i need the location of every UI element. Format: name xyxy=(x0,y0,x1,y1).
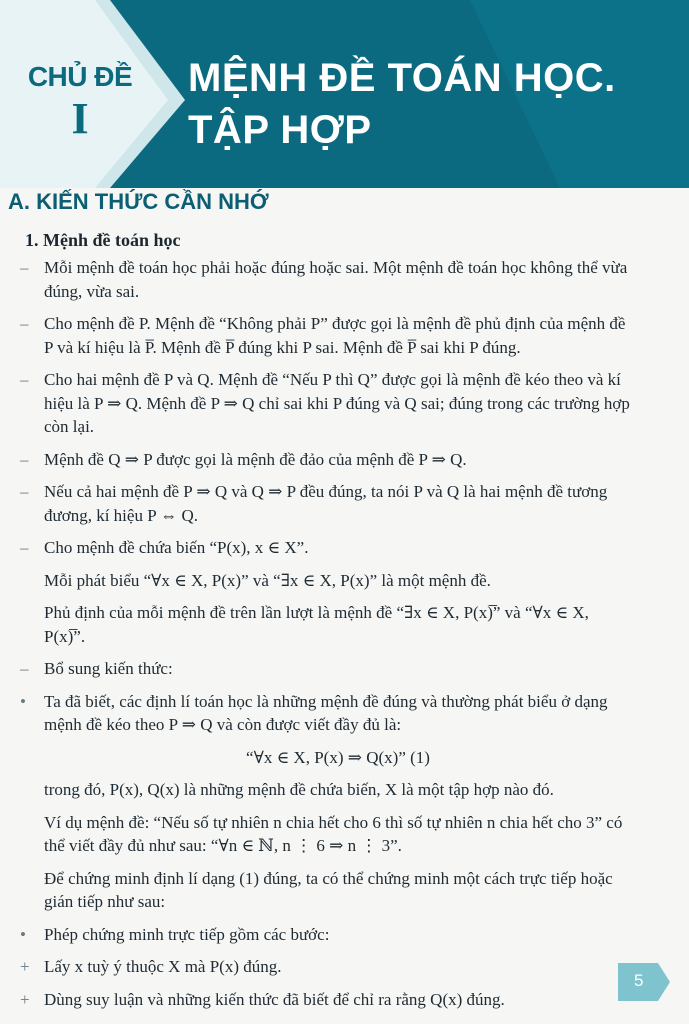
paragraph-text: Cho hai mệnh đề P và Q. Mệnh đề “Nếu P thì Q” được gọi là mệnh đề kéo theo và kí hiệu là P ⇒ Q. Mệnh đề P ⇒ Q chỉ sai khi P đúng và Q sai; đúng trong các trường hợp còn lại. xyxy=(44,370,630,436)
paragraph xyxy=(20,923,632,947)
paragraph-text: Mỗi mệnh đề toán học phải hoặc đúng hoặc sai. Một mệnh đề toán học không thể vừa đúng, vừa sai. xyxy=(44,258,628,301)
paragraph-text: Nếu cả hai mệnh đề P ⇒ Q và Q ⇒ P đều đúng, ta nói P và Q là hai mệnh đề tương đương, kí hiệu P ⇔ Q. xyxy=(44,482,608,525)
list-marker: – xyxy=(20,449,29,469)
paragraph xyxy=(20,368,632,439)
paragraph xyxy=(20,778,632,802)
paragraph-text: Cho mệnh đề P. Mệnh đề “Không phải P” được gọi là mệnh đề phủ định của mệnh đề P và kí hiệu là P̅. Mệnh đề P̅ đúng khi P sai. Mệnh đề P̅ sai khi P đúng. xyxy=(44,314,626,357)
page-number-badge xyxy=(618,963,670,1001)
list-marker: – xyxy=(20,314,29,333)
subsection-heading: 1. Mệnh đề toán học xyxy=(25,230,181,250)
chapter-banner xyxy=(0,0,689,190)
paragraph-text: Ví dụ mệnh đề: “Nếu số tự nhiên n chia hết cho 6 thì số tự nhiên n chia hết cho 3” có thể viết đầy đủ như sau: “∀n ∈ ℕ, n ⋮ 6 ⇒ n ⋮ 3”. xyxy=(44,812,623,855)
section-heading: A. KIẾN THỨC CẦN NHỚ xyxy=(8,189,269,214)
paragraph xyxy=(20,536,632,560)
content-body xyxy=(20,256,632,1020)
paragraph-text: Mỗi phát biểu “∀x ∈ X, P(x)” và “∃x ∈ X, P(x)” là một mệnh đề. xyxy=(44,570,491,590)
list-marker: + xyxy=(20,957,30,976)
list-marker: – xyxy=(20,538,29,557)
paragraph xyxy=(20,867,632,914)
page-number-shape xyxy=(618,963,670,1001)
chapter-label: CHỦ ĐỀ xyxy=(27,61,133,92)
list-marker: + xyxy=(20,989,30,1009)
paragraph-text: Dùng suy luận và những kiến thức đã biết để chỉ ra rằng Q(x) đúng. xyxy=(44,989,505,1009)
paragraph xyxy=(20,657,632,681)
paragraph xyxy=(20,955,632,979)
paragraph-text: “∀x ∈ X, P(x) ⇒ Q(x)” (1) xyxy=(246,747,430,767)
page-number: 5 xyxy=(634,971,644,990)
chapter-title xyxy=(188,52,616,156)
chapter-chip xyxy=(20,60,140,144)
paragraph xyxy=(20,746,632,770)
paragraph-text: Phủ định của mỗi mệnh đề trên lần lượt là mệnh đề “∃x ∈ X, P(x)̅” và “∀x ∈ X, P(x)̅”. xyxy=(44,603,589,646)
paragraph xyxy=(20,601,632,648)
paragraph xyxy=(20,569,632,593)
paragraph xyxy=(20,256,632,303)
paragraph xyxy=(20,480,632,527)
list-marker: – xyxy=(20,659,29,678)
chapter-number: I xyxy=(71,94,89,143)
list-marker: – xyxy=(20,258,29,277)
paragraph-text: Phép chứng minh trực tiếp gồm các bước: xyxy=(44,924,330,944)
paragraph xyxy=(20,988,632,1012)
list-marker: • xyxy=(20,691,26,711)
chapter-title-line2: TẬP HỢP xyxy=(188,108,372,152)
paragraph-text: Bổ sung kiến thức: xyxy=(44,659,173,678)
list-marker: • xyxy=(20,924,26,944)
list-marker: – xyxy=(20,482,29,501)
paragraph xyxy=(20,448,632,472)
paragraph xyxy=(20,690,632,737)
paragraph-text: Lấy x tuỳ ý thuộc X mà P(x) đúng. xyxy=(44,957,282,976)
paragraph-text: trong đó, P(x), Q(x) là những mệnh đề chứa biến, X là một tập hợp nào đó. xyxy=(44,780,554,799)
paragraph xyxy=(20,312,632,359)
list-marker: – xyxy=(20,370,29,389)
paragraph-text: Mệnh đề Q ⇒ P được gọi là mệnh đề đảo của mệnh đề P ⇒ Q. xyxy=(44,449,467,469)
paragraph-text: Ta đã biết, các định lí toán học là những mệnh đề đúng và thường phát biểu ở dạng mệnh đề kéo theo P ⇒ Q và còn được viết đầy đủ là: xyxy=(44,691,608,734)
paragraph-text: Để chứng minh định lí dạng (1) đúng, ta có thể chứng minh một cách trực tiếp hoặc gián tiếp như sau: xyxy=(44,868,613,911)
paragraph xyxy=(20,811,632,858)
chapter-title-line1: MỆNH ĐỀ TOÁN HỌC. xyxy=(188,56,616,100)
paragraph-text: Cho mệnh đề chứa biến “P(x), x ∈ X”. xyxy=(44,538,309,557)
